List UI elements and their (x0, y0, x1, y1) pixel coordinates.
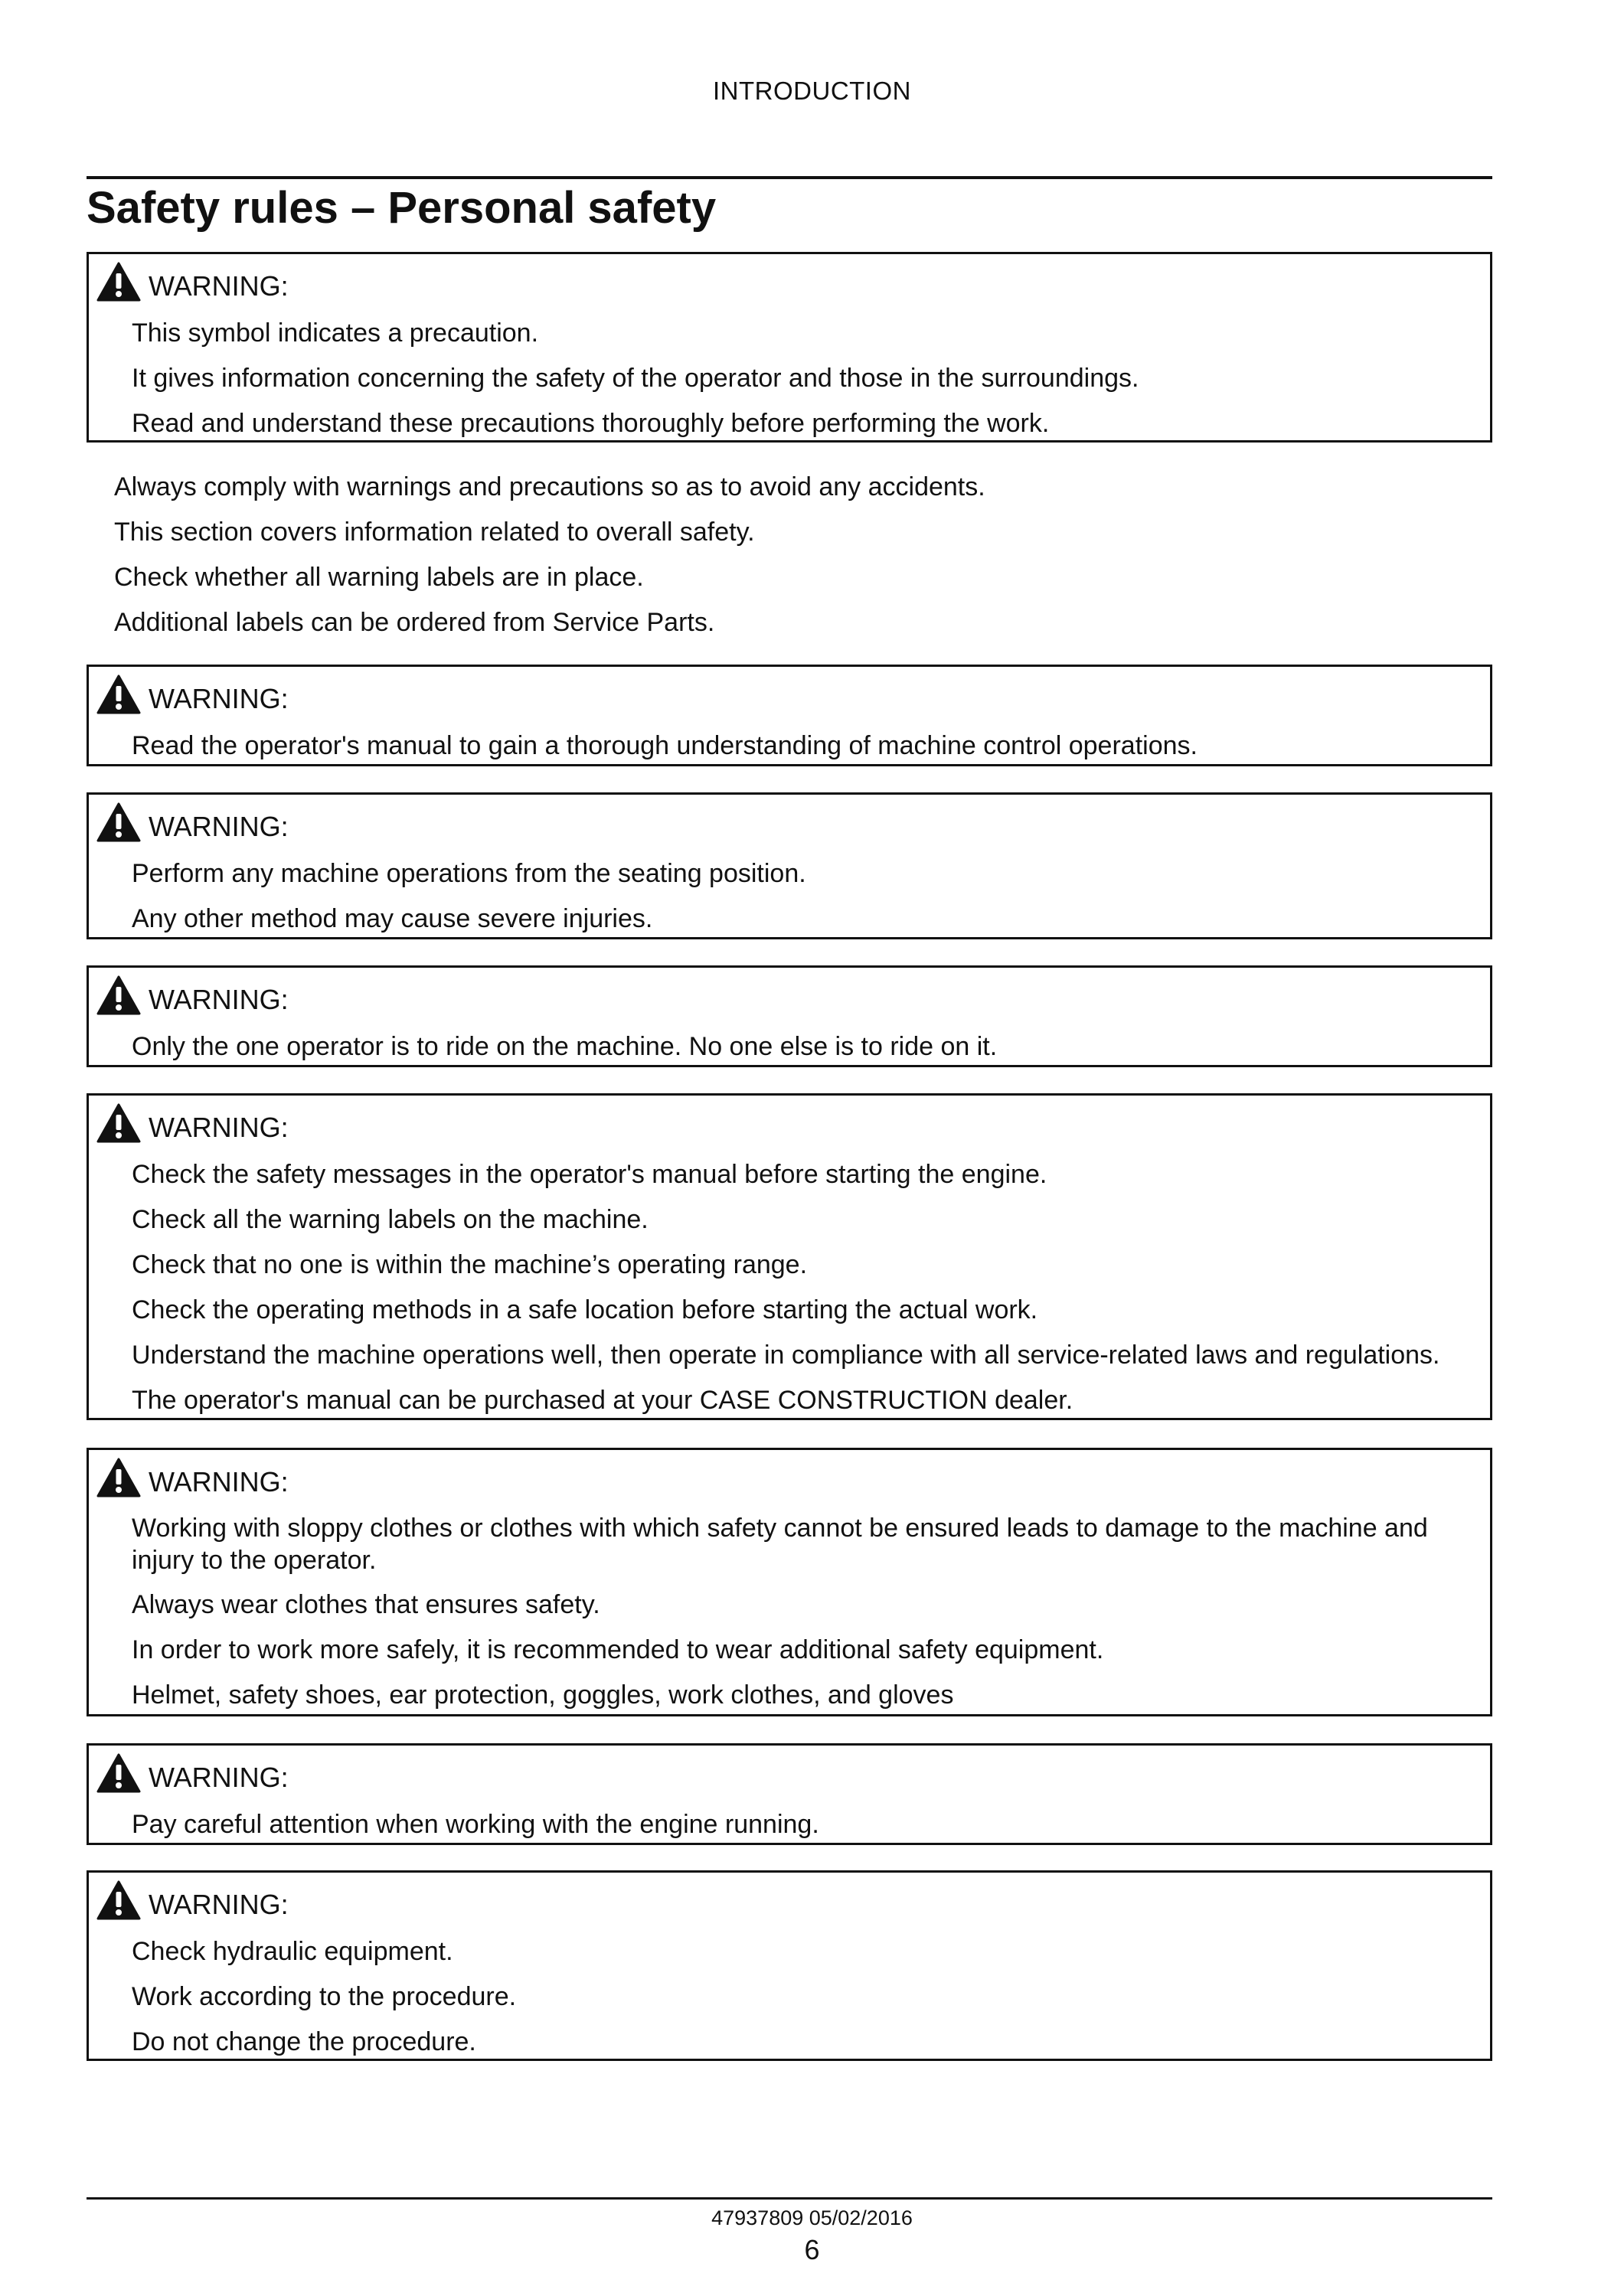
warning-label: WARNING: (149, 1762, 289, 1793)
page-title: Safety rules – Personal safety (87, 183, 717, 233)
intro-paragraph: Check whether all warning labels are in place. (114, 563, 644, 592)
warning-triangle-icon (96, 1458, 141, 1497)
warning-line: Check all the warning labels on the machine. (132, 1205, 649, 1234)
warning-triangle-icon (96, 674, 141, 714)
warning-header (96, 1877, 1482, 1923)
warning-label: WARNING: (149, 1889, 289, 1920)
warning-label: WARNING: (149, 270, 289, 302)
warning-header (96, 972, 1482, 1018)
warning-header (96, 1750, 1482, 1796)
warning-box-3 (87, 792, 1492, 939)
page-header-section: INTRODUCTION (713, 77, 911, 105)
warning-line: Always wear clothes that ensures safety. (132, 1590, 600, 1619)
warning-header (96, 1455, 1482, 1501)
warning-line: Check hydraulic equipment. (132, 1937, 453, 1966)
warning-line: Understand the machine operations well, then operate in compliance with all service-related laws and regulations. (132, 1341, 1440, 1370)
warning-line: Any other method may cause severe injuries. (132, 904, 653, 933)
warning-box-5 (87, 1093, 1492, 1420)
warning-box-7 (87, 1743, 1492, 1845)
warning-label: WARNING: (149, 1466, 289, 1497)
warning-label: WARNING: (149, 683, 289, 714)
warning-line: In order to work more safely, it is recommended to wear additional safety equipment. (132, 1635, 1104, 1664)
warning-line: Work according to the procedure. (132, 1982, 517, 2011)
warning-line: Working with sloppy clothes or clothes with which safety cannot be ensured leads to damage to the machine and injury to the operator. (132, 1514, 1428, 1575)
warning-header (96, 799, 1482, 845)
warning-line: Check the operating methods in a safe location before starting the actual work. (132, 1295, 1038, 1324)
intro-paragraph: Additional labels can be ordered from Service Parts. (114, 608, 715, 637)
warning-line: This symbol indicates a precaution. (132, 318, 539, 348)
page-number: 6 (804, 2234, 820, 2265)
warning-label: WARNING: (149, 811, 289, 842)
warning-line: Read the operator's manual to gain a thorough understanding of machine control operations. (132, 731, 1198, 760)
warning-box-6 (87, 1448, 1492, 1716)
warning-box-1 (87, 252, 1492, 443)
intro-paragraph: Always comply with warnings and precautions so as to avoid any accidents. (114, 472, 985, 501)
warning-line: Check that no one is within the machine’s operating range. (132, 1250, 808, 1279)
warning-triangle-icon (96, 1880, 141, 1920)
warning-line: It gives information concerning the safety of the operator and those in the surroundings. (132, 364, 1139, 393)
warning-line: Helmet, safety shoes, ear protection, goggles, work clothes, and gloves (132, 1680, 954, 1710)
warning-line: Perform any machine operations from the seating position. (132, 859, 806, 888)
warning-triangle-icon (96, 975, 141, 1015)
warning-triangle-icon (96, 1103, 141, 1143)
warning-box-4 (87, 965, 1492, 1067)
warning-line: The operator's manual can be purchased at your CASE CONSTRUCTION dealer. (132, 1386, 1073, 1415)
footer-doc-id: 47937809 05/02/2016 (711, 2206, 913, 2229)
warning-box-8 (87, 1870, 1492, 2061)
warning-line: Only the one operator is to ride on the machine. No one else is to ride on it. (132, 1032, 998, 1061)
warning-label: WARNING: (149, 984, 289, 1015)
intro-paragraphs (114, 459, 1485, 639)
warning-line: Read and understand these precautions thoroughly before performing the work. (132, 409, 1050, 438)
warning-box-2 (87, 665, 1492, 766)
footer-rule (87, 2197, 1492, 2200)
warning-triangle-icon (96, 262, 141, 302)
warning-header (96, 1100, 1482, 1146)
warning-line: Check the safety messages in the operator's manual before starting the engine. (132, 1160, 1047, 1189)
warning-header (96, 671, 1482, 717)
warning-line: Pay careful attention when working with the engine running. (132, 1810, 819, 1839)
warning-triangle-icon (96, 1753, 141, 1793)
warning-line: Do not change the procedure. (132, 2027, 476, 2056)
warning-label: WARNING: (149, 1112, 289, 1143)
warning-triangle-icon (96, 802, 141, 842)
intro-paragraph: This section covers information related to overall safety. (114, 518, 755, 547)
warning-header (96, 259, 1482, 305)
